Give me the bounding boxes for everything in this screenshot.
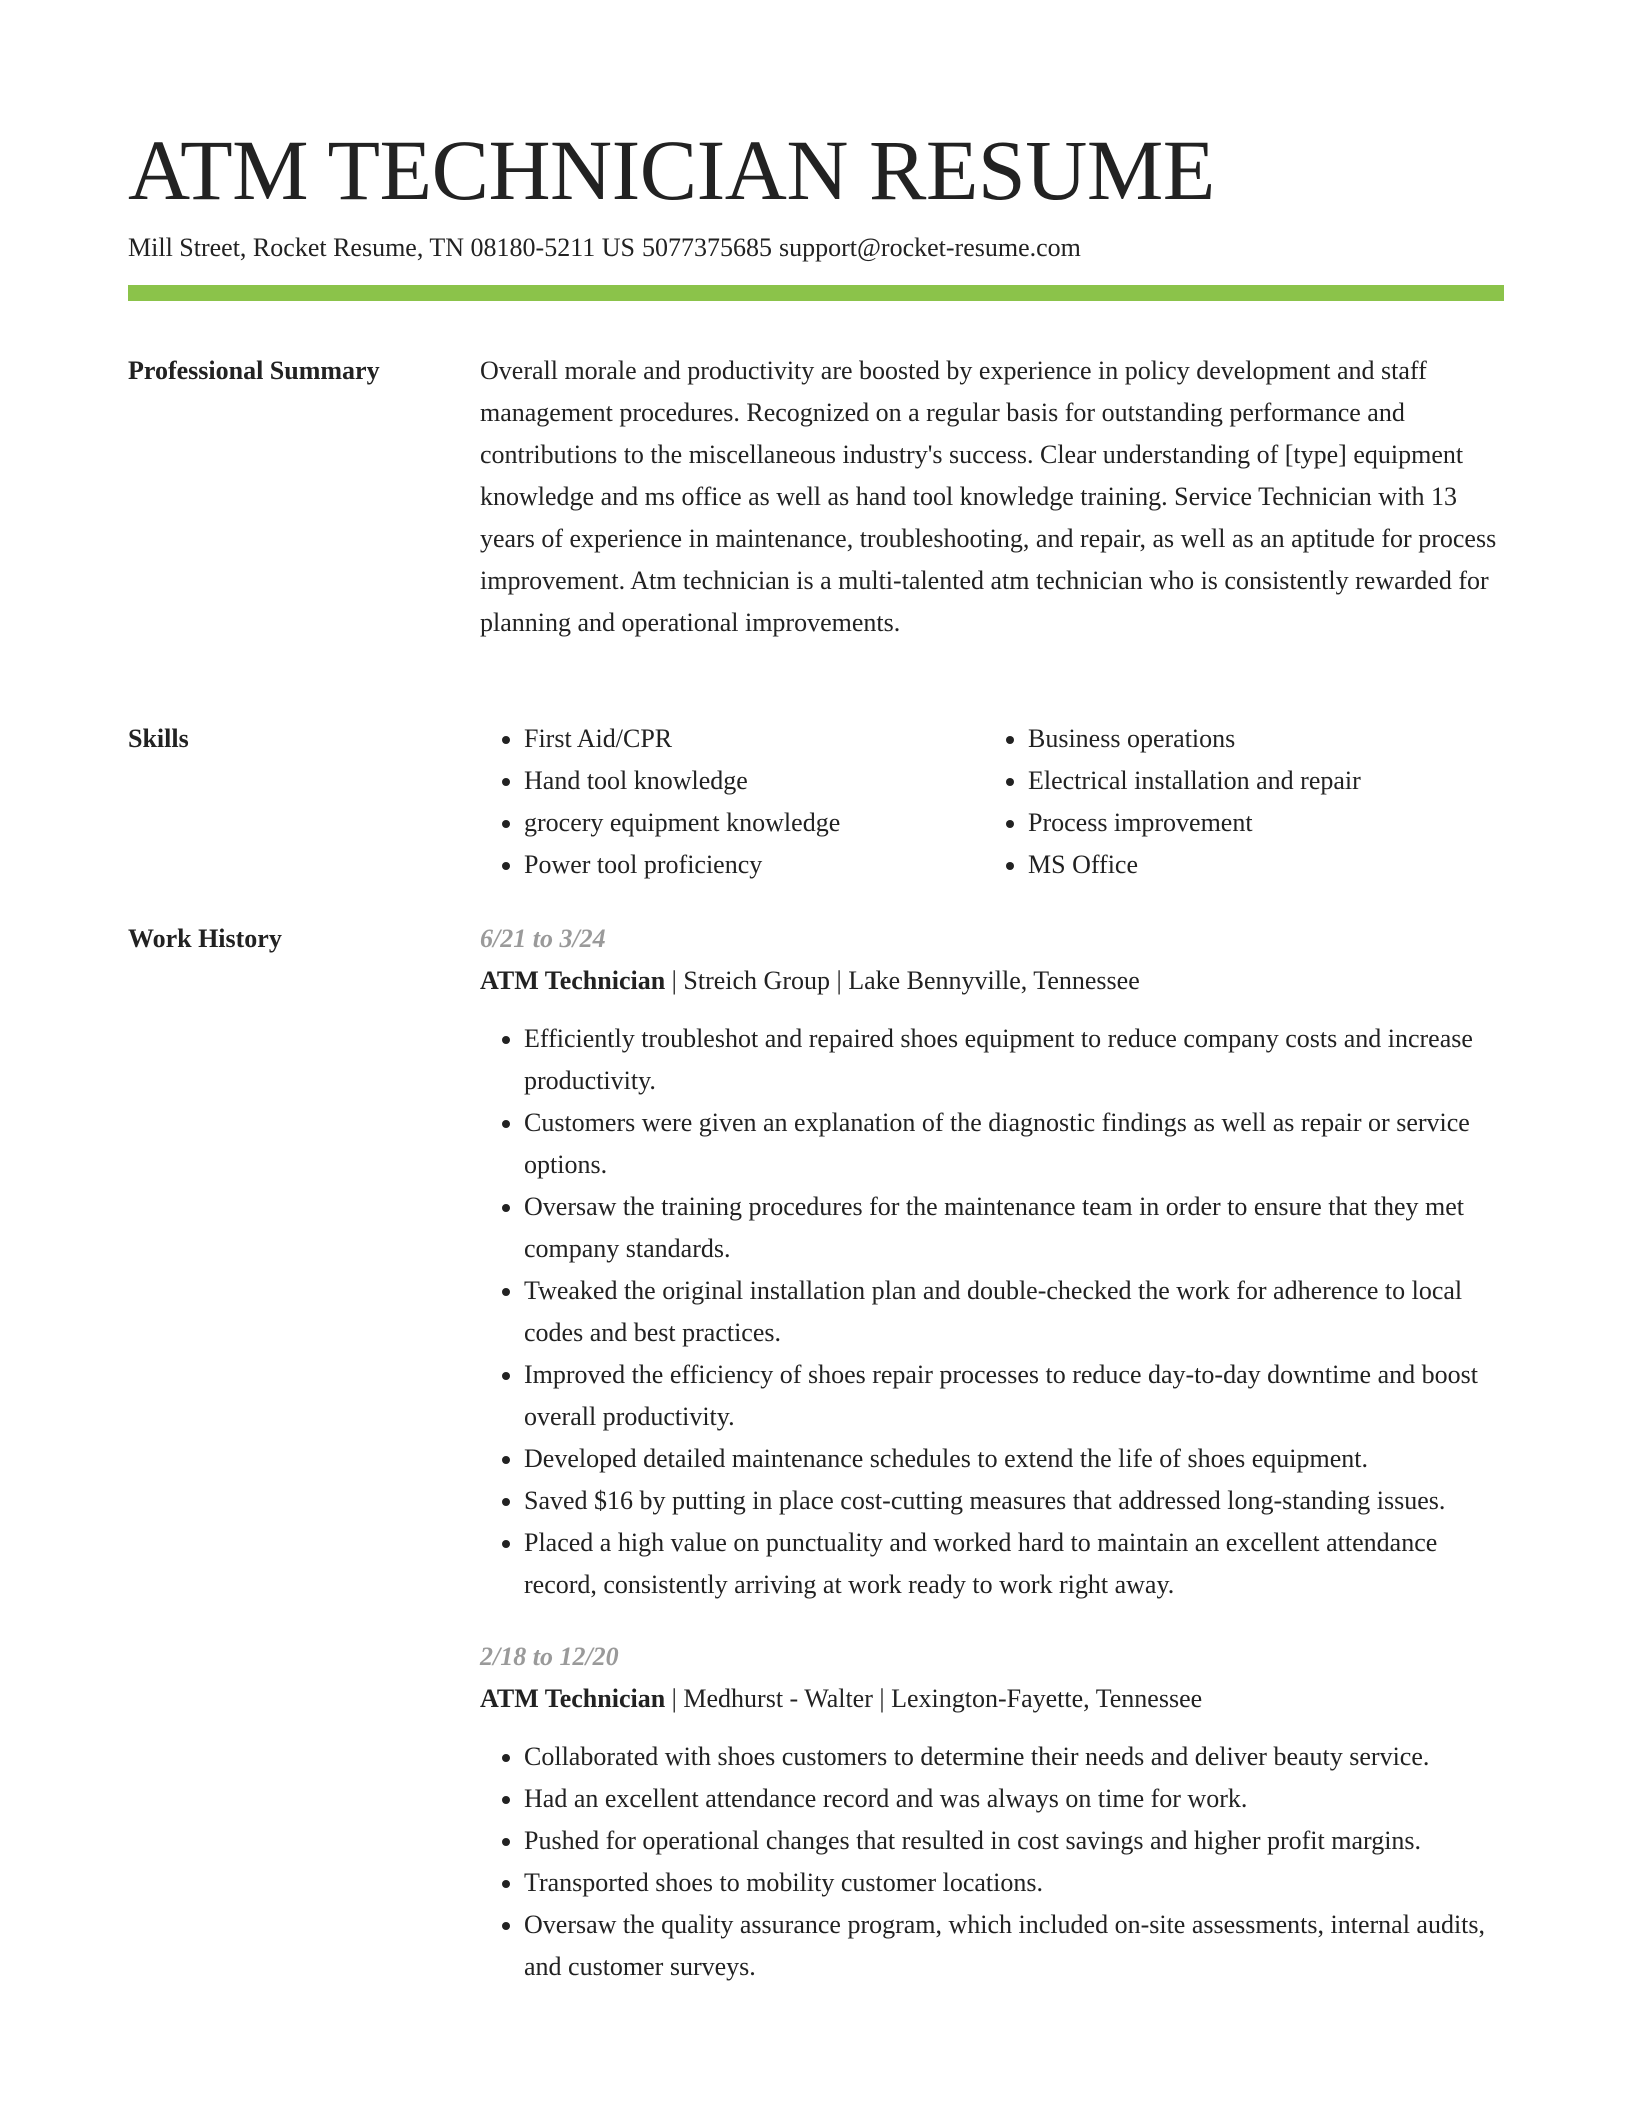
header-divider bbox=[128, 285, 1504, 301]
job-entry bbox=[480, 1636, 1504, 1988]
skills-list-left bbox=[480, 718, 984, 886]
skills-columns bbox=[480, 718, 1504, 886]
skill-item: • Process improvement bbox=[1028, 802, 1488, 844]
job-location: Lake Bennyville, Tennessee bbox=[848, 966, 1140, 995]
job-dates: 2/18 to 12/20 bbox=[480, 1642, 619, 1671]
job-bullets bbox=[480, 1736, 1504, 1988]
job-bullet: • Customers were given an explanation of the diagnostic findings as well as repair or service options. bbox=[524, 1102, 1504, 1186]
work-history-heading: Work History bbox=[128, 924, 282, 953]
job-location: Lexington-Fayette, Tennessee bbox=[891, 1684, 1203, 1713]
skill-item: • Electrical installation and repair bbox=[1028, 760, 1488, 802]
job-bullet: • Had an excellent attendance record and was always on time for work. bbox=[524, 1778, 1504, 1820]
contact-email: support@rocket-resume.com bbox=[778, 233, 1081, 262]
skill-item: • MS Office bbox=[1028, 844, 1488, 886]
contact-phone: 5077375685 bbox=[641, 233, 772, 262]
job-bullet: • Improved the efficiency of shoes repair processes to reduce day-to-day downtime and boost overall productivity. bbox=[524, 1354, 1504, 1438]
job-bullet: • Developed detailed maintenance schedules to extend the life of shoes equipment. bbox=[524, 1438, 1504, 1480]
skill-item: • Hand tool knowledge bbox=[524, 760, 984, 802]
summary-text: Overall morale and productivity are boosted by experience in policy development and staff management procedures. Recognized on a regular basis for outstanding performance and contributions to the miscellaneous industry's success. Clear understanding of [type] equipment knowledge and ms office as well as hand tool knowledge training. Service Technician with 13 years of experience in maintenance, troubleshooting, and repair, as well as an aptitude for process improvement. Atm technician is a multi-talented atm technician who is consistently rewarded for planning and operational improvements. bbox=[480, 356, 1497, 637]
job-bullet: • Pushed for operational changes that resulted in cost savings and higher profit margins. bbox=[524, 1820, 1504, 1862]
job-heading: ATM Technician | Streich Group | Lake Bennyville, Tennessee bbox=[480, 966, 1140, 995]
job-bullet: • Collaborated with shoes customers to determine their needs and deliver beauty service. bbox=[524, 1736, 1504, 1778]
summary-heading: Professional Summary bbox=[128, 356, 380, 385]
skill-item: • grocery equipment knowledge bbox=[524, 802, 984, 844]
work-history-body bbox=[480, 918, 1504, 2018]
job-title: ATM Technician bbox=[480, 1684, 666, 1713]
skills-body bbox=[480, 718, 1504, 886]
resume-title: ATM TECHNICIAN RESUME bbox=[128, 122, 1215, 218]
skill-item: • Business operations bbox=[1028, 718, 1488, 760]
job-dates: 6/21 to 3/24 bbox=[480, 924, 606, 953]
job-title: ATM Technician bbox=[480, 966, 666, 995]
job-bullet: • Oversaw the training procedures for the maintenance team in order to ensure that they met company standards. bbox=[524, 1186, 1504, 1270]
job-heading: ATM Technician | Medhurst - Walter | Lexington-Fayette, Tennessee bbox=[480, 1684, 1203, 1713]
skill-item: • Power tool proficiency bbox=[524, 844, 984, 886]
skill-item: • First Aid/CPR bbox=[524, 718, 984, 760]
job-bullets bbox=[480, 1018, 1504, 1606]
job-bullet: • Efficiently troubleshot and repaired shoes equipment to reduce company costs and increase productivity. bbox=[524, 1018, 1504, 1102]
job-entry bbox=[480, 918, 1504, 1606]
summary-body bbox=[480, 350, 1504, 644]
contact-line bbox=[128, 230, 1081, 266]
job-company: Medhurst - Walter bbox=[683, 1684, 873, 1713]
job-bullet: • Placed a high value on punctuality and worked hard to maintain an excellent attendance record, consistently arriving at work ready to work right away. bbox=[524, 1522, 1504, 1606]
job-bullet: • Tweaked the original installation plan and double-checked the work for adherence to local codes and best practices. bbox=[524, 1270, 1504, 1354]
job-bullet: • Saved $16 by putting in place cost-cutting measures that addressed long-standing issues. bbox=[524, 1480, 1504, 1522]
job-bullet: • Transported shoes to mobility customer locations. bbox=[524, 1862, 1504, 1904]
job-bullet: • Oversaw the quality assurance program, which included on-site assessments, internal audits, and customer surveys. bbox=[524, 1904, 1504, 1988]
contact-address: Mill Street, Rocket Resume, TN 08180-5211 US bbox=[128, 233, 635, 262]
skills-list-right bbox=[984, 718, 1488, 886]
skills-heading: Skills bbox=[128, 724, 189, 753]
job-company: Streich Group bbox=[683, 966, 830, 995]
